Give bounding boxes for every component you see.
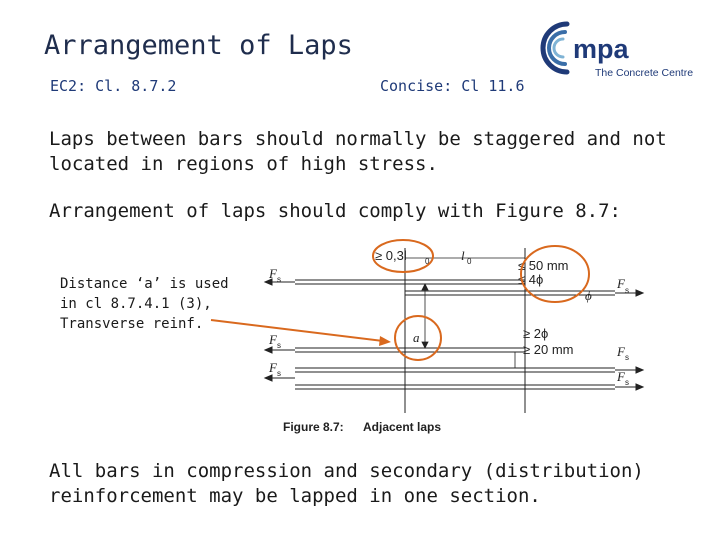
force-sub-4: s — [625, 286, 629, 295]
dim-gap-line-1: ≤ 50 mm — [518, 258, 569, 273]
dim-gap-line-2: ≤ 4ϕ — [518, 272, 544, 287]
force-sub-3: s — [277, 369, 281, 378]
force-sub-6: s — [625, 378, 629, 387]
paragraph-laps-staggered: Laps between bars should normally be staggered and not located in regions of high stress. — [49, 128, 667, 175]
logo-text: mpa — [573, 34, 629, 64]
distance-a-label: a — [413, 330, 420, 345]
force-label-5: F — [617, 344, 625, 359]
phi-label: ϕ — [585, 288, 592, 303]
force-sub-5: s — [625, 353, 629, 362]
lap-length-sub: 0 — [467, 257, 472, 266]
dim-space-line-1: ≥ 2ϕ — [523, 326, 549, 341]
page-title: Arrangement of Laps — [44, 30, 353, 61]
figure-caption-text: Adjacent laps — [363, 420, 442, 434]
force-label-6: F — [617, 369, 625, 384]
logo-subtitle: The Concrete Centre — [595, 67, 694, 79]
logo-swirl-icon — [543, 24, 567, 72]
mpa-logo — [537, 14, 697, 84]
force-sub-1: s — [277, 275, 281, 284]
force-label-4: F — [617, 276, 625, 291]
force-sub-2: s — [277, 341, 281, 350]
force-label-3: F — [269, 360, 277, 375]
paragraph-figure-ref: Arrangement of laps should comply with Figure 8.7: — [49, 200, 621, 222]
paragraph-compression-bars: All bars in compression and secondary (distribution) reinforcement may be lapped in one section. — [49, 460, 644, 507]
concise-reference: Concise: Cl 11.6 — [380, 77, 525, 95]
dim-top-sub: 0 — [425, 257, 430, 266]
force-label-2: F — [269, 332, 277, 347]
force-label-1: F — [269, 266, 277, 281]
dim-top-label: ≥ 0,3l — [375, 248, 407, 263]
lap-length-label: l — [461, 248, 465, 263]
dim-space-line-2: ≥ 20 mm — [523, 342, 574, 357]
ec2-reference: EC2: Cl. 8.7.2 — [50, 77, 177, 95]
figure-caption-number: Figure 8.7: — [283, 420, 344, 434]
callout-distance-a: Distance ‘a’ is used in cl 8.7.4.1 (3), Transverse reinf. — [60, 276, 229, 332]
